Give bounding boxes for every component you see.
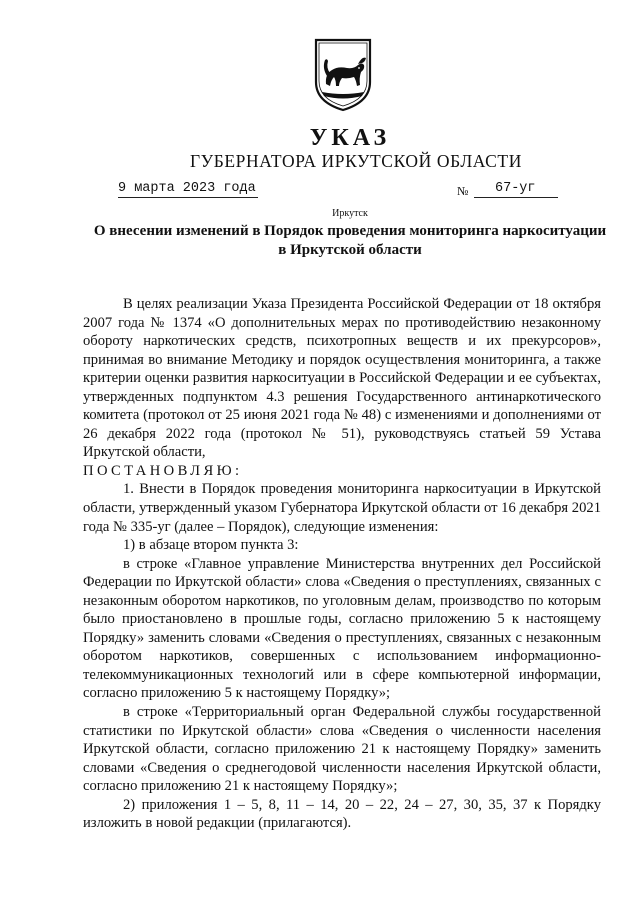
city-label: Иркутск <box>332 208 368 219</box>
paragraph-item-1: 1. Внести в Порядок проведения мониторинга наркоситуации в Иркутской области, утвержденный указом Губернатора Иркутской области от 16 декабря 2021 года № 335-уг (далее – Порядок), следующие изменения: <box>83 481 601 535</box>
decree-number: 67-уг <box>495 181 536 196</box>
number-sign: № <box>457 184 469 198</box>
decree-word: ПОСТАНОВЛЯЮ: <box>83 462 243 479</box>
document-subtitle: ГУБЕРНАТОРА ИРКУТСКОЙ ОБЛАСТИ <box>190 151 522 171</box>
preamble-paragraph: В целях реализации Указа Президента Российской Федерации от 18 октября 2007 года № 1374 «О дополнительных мерах по противодействию незаконному обороту наркотических средств, психотропных веществ и их прекурсоров», принимая во внимание Методику и порядок осуществления мониторинга, а также критерии оценки развития наркоситуации в Российской Федерации и ее субъектах, утвержденных подпунктом 4.3 решения Государственного антинаркотического комитета (протокол от 25 июня 2021 года № 48) с изменениями и дополнениями от 26 декабря 2022 года (протокол № 51), руководствуясь статьей 59 Устава Иркутской области, <box>83 296 601 461</box>
heading-line-2: в Иркутской области <box>278 242 422 258</box>
decree-number-field <box>474 180 558 198</box>
decree-heading <box>60 222 640 260</box>
decree-date: 9 марта 2023 года <box>118 181 256 196</box>
paragraph-mvd-row: в строке «Главное управление Министерства внутренних дел Российской Федерации по Иркутской области» слова «Сведения о преступлениях, связанных с незаконным оборотом наркотиков, по уголовным делам, производство по которым было приостановлено в прошлые годы, согласно приложению 5 к настоящему Порядку» заменить словами «Сведения о преступлениях, связанных с незаконным оборотом наркотиков, совершенных с использованием информационно-телекоммуникационных технологий или в сфере компьютерной информации, согласно приложению 5 к настоящему Порядку»; <box>83 555 601 702</box>
document-title: УКАЗ <box>309 125 391 151</box>
decree-body <box>83 295 601 833</box>
paragraph-rosstat-row: в строке «Территориальный орган Федеральной службы государственной статистики по Иркутской области» слова «Сведения о численности населения Иркутской области, согласно приложению 21 к настоящему Порядку» заменить словами «Сведения о среднегодовой численности населения Иркутской области, согласно приложению 21 к настоящему Порядку»; <box>83 704 601 795</box>
heading-line-1: О внесении изменений в Порядок проведения мониторинга наркоситуации <box>93 223 607 239</box>
paragraph-subitem-1: 1) в абзаце втором пункта 3: <box>123 537 299 554</box>
coat-of-arms-icon <box>314 38 372 112</box>
paragraph-subitem-2: 2) приложения 1 – 5, 8, 11 – 14, 20 – 22, 24 – 27, 30, 35, 37 к Порядку изложить в новой редакции (прилагаются). <box>83 796 601 832</box>
